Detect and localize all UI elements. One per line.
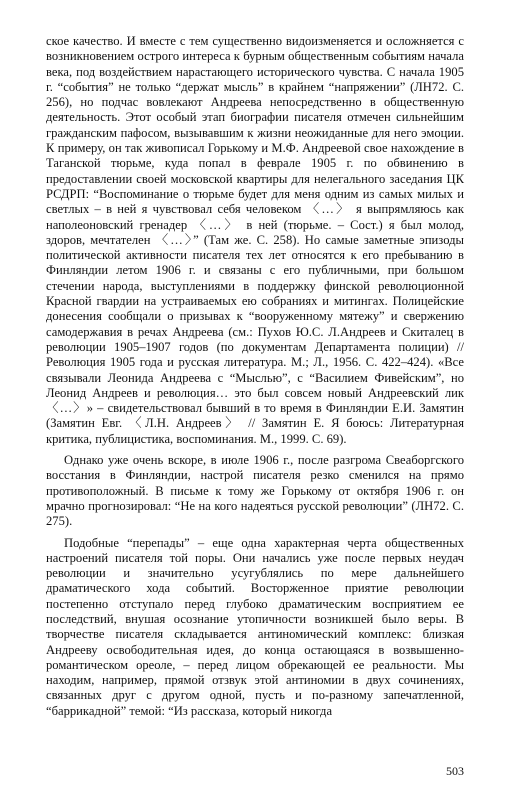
paragraph-1: ское качество. И вместе с тем существенно видоизменяется и осложняется с возникновением острого интереса к бурным общественным событиям начала века, под воздействием нарастающего исторического чувства. С начала 1905 г. “события” не только “держат мысль” в крайнем “напряжении” (ЛН72. С. 256), но подчас вовлекают Андреева непосредственно в общественную деятельность. Этот особый этап биографии писателя отмечен сильнейшим гражданским пафосом, вызывавшим к жизни неожиданные для него эмоции. К примеру, он так живописал Горькому и М.Ф. Андреевой свое нахождение в Таганской тюрьме, куда попал в феврале 1905 г. по обвинению в предоставлении своей московской квартиры для нелегального заседания ЦК РСДРП: “Воспоминание о тюрьме будет для меня одним из самых милых и светлых – в ней я чувствовал себя человеком 〈…〉 я выпрямляюсь как наполеоновский гренадер 〈…〉 в ней (тюрьме. – Сост.) я был молод, здоров, мечтателен 〈…〉” (Там же. С. 258). Но самые заметные эпизоды политической активности писателя тех лет относятся к его пребыванию в Финляндии летом 1906 г. и связаны с его публичными, при большом стечении народа, выступлениями в поддержку финской революционной Красной гвардии на устраиваемых ею собраниях и митингах. Полицейские донесения сообщали о призывах к “вооруженному мятежу” и свержению самодержавия в речах Андреева (см.: Пухов Ю.С. Л.Андреев и Скиталец в революции 1905–1907 годов (по документам Департамента полиции) // Революция 1905 года и русская литература. М.; Л., 1956. С. 422–424). «Все связывали Леонида Андреева с “Мыслью”, с “Василием Фивейским”, но Леонид Андреев и революция… это был совсем новый Андреевский лик 〈…〉» – свидетельствовал бывший в то время в Финляндии Е.И. Замятин (Замятин Евг. 〈Л.Н. Андреев〉 // Замятин Е. Я боюсь: Литературная критика, публицистика, воспоминания. М., 1999. С. 69).	[46, 34, 464, 446]
body-text	[46, 34, 464, 719]
page-number: 503	[446, 764, 464, 778]
paragraph-2: Однако уже очень вскоре, в июле 1906 г., после разгрома Свеаборгского восстания в Финляндии, настрой писателя резко сменился на прямо противоположный. В письме к тому же Горькому от октября 1906 г. он мрачно прогнозировал: “Не на кого надеяться русской революции” (ЛН72. С. 275).	[46, 453, 464, 529]
paragraph-3: Подобные “перепады” – еще одна характерная черта общественных настроений писателя той поры. Они начались уже после первых неудач революции и значительно усугублялись по мере дальнейшего драматического хода событий. Восторженное приятие революции постепенно отступало перед глубоко драматическим восприятием ее последствий, внушая осознание утопичности возникшей было веры. В творчестве писателя складывается антиномический комплекс: близкая Андрееву освободительная идея, до конца остающаяся в возвышенно-романтическом ореоле, – перед лицом обрекающей ее реальности. Мы находим, например, прямой отзвук этой антиномии в двух сочинениях, связанных друг с другом одной, пусть и по-разному запечатленной, “баррикадной” темой: “Из рассказа, который никогда	[46, 535, 464, 718]
